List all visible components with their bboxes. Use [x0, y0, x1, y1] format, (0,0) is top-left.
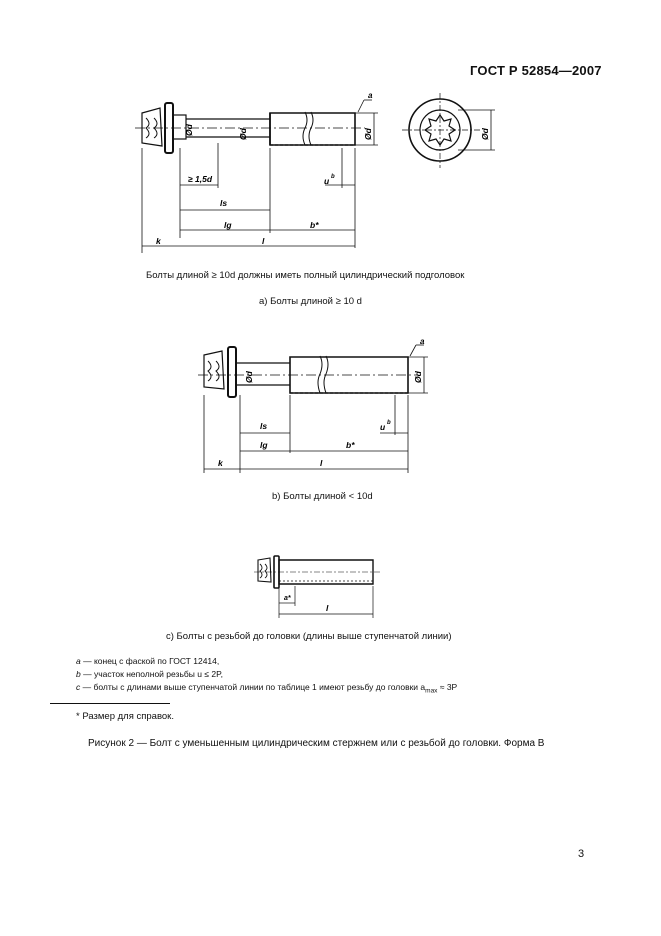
- footnote-tail: ≈ 3P: [437, 682, 458, 692]
- bolt-head-a: [142, 108, 162, 146]
- label-u-sup: b: [387, 420, 391, 426]
- page-number: 3: [578, 848, 585, 860]
- figure-b-caption: b) Болты длиной < 10d: [272, 491, 373, 502]
- footnote-sub: max: [425, 687, 438, 695]
- footnote-key: a: [76, 656, 81, 666]
- figure-a-note: Болты длиной ≥ 10d должны иметь полный цилиндрический подголовок: [146, 270, 465, 281]
- standard-id: ГОСТ Р 52854—2007: [470, 63, 602, 78]
- label-k: k: [218, 458, 223, 468]
- label-b: b*: [346, 440, 355, 450]
- footnote-key: b: [76, 669, 81, 679]
- label-u: u: [380, 422, 386, 432]
- asterisk-note: * Размер для справок.: [76, 711, 174, 722]
- footnote-c: [76, 682, 457, 695]
- figure-a-caption: a) Болты длиной ≥ 10 d: [259, 296, 362, 307]
- label-k: k: [156, 236, 161, 246]
- label-a: a*: [284, 595, 291, 602]
- label-u-sup: b: [331, 174, 335, 180]
- figure-b-drawing: [190, 335, 450, 475]
- label-b: b*: [310, 220, 319, 230]
- footnote-rule: [50, 703, 170, 704]
- label-l: l: [320, 458, 323, 468]
- label-ds: Ød: [244, 371, 254, 383]
- label-a: a: [368, 91, 373, 100]
- label-l: l: [262, 236, 265, 246]
- footnote-a: [76, 656, 219, 666]
- label-dt: Ød: [480, 128, 490, 140]
- footnote-text: — болты с длинами выше ступенчатой линии по таблице 1 имеют резьбу до головки a: [82, 682, 426, 692]
- figure-a-drawing: [120, 88, 520, 258]
- label-l: l: [326, 603, 329, 613]
- figure-c-caption: c) Болты с резьбой до головки (длины выше ступенчатой линии): [166, 631, 452, 642]
- label-ge15d: ≥ 1,5d: [188, 174, 213, 184]
- label-ls: ls: [260, 421, 268, 431]
- footnote-text: — участок неполной резьбы u ≤ 2P,: [83, 669, 223, 679]
- label-lg: lg: [224, 220, 232, 230]
- label-d: Ød: [363, 128, 373, 140]
- label-a: a: [420, 337, 425, 346]
- footnote-b: [76, 669, 223, 679]
- label-da: Ød: [184, 124, 194, 136]
- label-d: Ød: [413, 371, 423, 383]
- figure-title: Рисунок 2 — Болт с уменьшенным цилиндрическим стержнем или с резьбой до головки. Форма В: [88, 738, 545, 749]
- label-u: u: [324, 176, 330, 186]
- footnote-key: c: [76, 682, 81, 692]
- figure-c-drawing: [250, 548, 385, 620]
- footnote-text: — конец с фаской по ГОСТ 12414,: [83, 656, 220, 666]
- label-lg: lg: [260, 440, 268, 450]
- label-ls: ls: [220, 198, 228, 208]
- label-ds: Ød: [238, 128, 248, 140]
